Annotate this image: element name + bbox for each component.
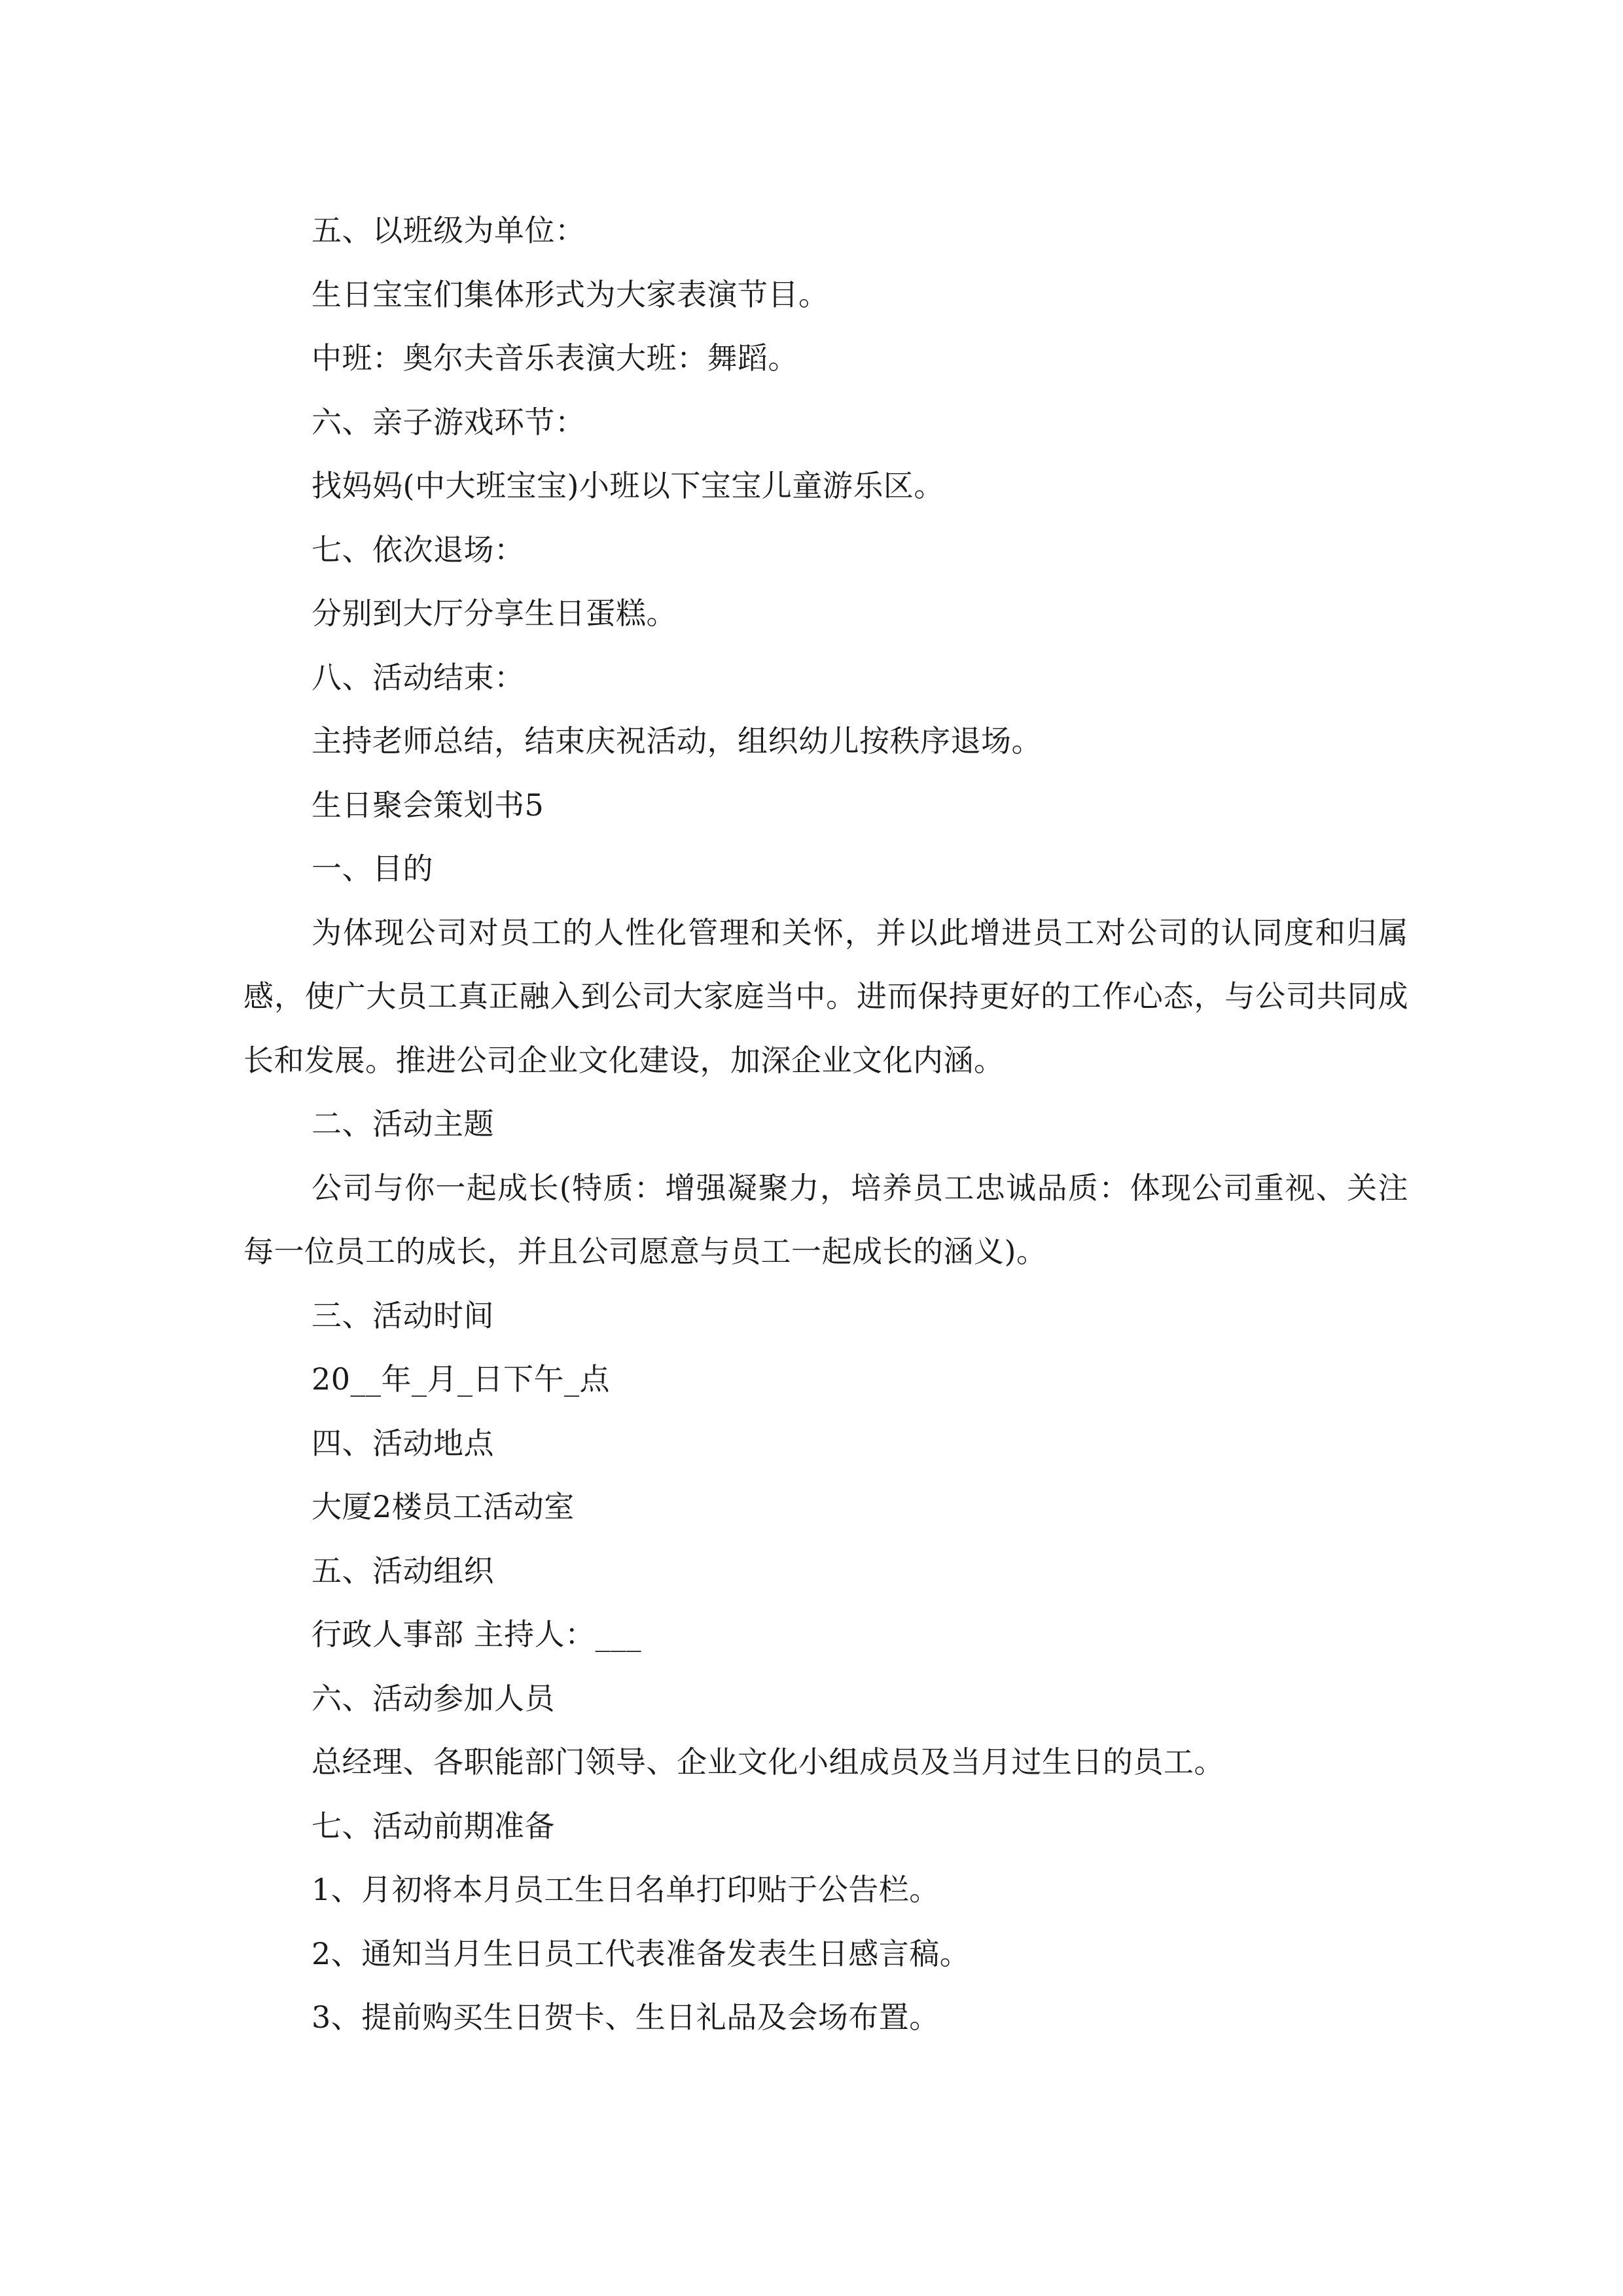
heading-activity-end: 八、活动结束： (312, 659, 525, 695)
paragraph-host-summary: 主持老师总结，结束庆祝活动，组织幼儿按秩序退场。 (312, 723, 1042, 759)
paragraph-find-mom: 找妈妈(中大班宝宝)小班以下宝宝儿童游乐区。 (312, 468, 944, 503)
heading-location: 四、活动地点 (312, 1425, 494, 1461)
list-item-prep-1: 1、月初将本月员工生日名单打印贴于公告栏。 (312, 1872, 940, 1907)
list-item-prep-2: 2、通知当月生日员工代表准备发表生日感言稿。 (312, 1935, 971, 1971)
heading-preparation: 七、活动前期准备 (312, 1808, 555, 1844)
paragraph-purpose: 为体现公司对员工的人性化管理和关怀，并以此增进员工对公司的认同度和归属感，使广大员工真正融入到公司大家庭当中。进而保持更好的工作心态，与公司共同成长和发展。推进公司企业文化建设，加深企业文化内涵。 (243, 914, 1408, 1078)
heading-time: 三、活动时间 (312, 1297, 494, 1333)
section-title-plan-5: 生日聚会策划书5 (312, 787, 544, 823)
paragraph-participants: 总经理、各职能部门领导、企业文化小组成员及当月过生日的员工。 (312, 1744, 1224, 1780)
heading-theme: 二、活动主题 (312, 1106, 494, 1141)
paragraph-share-cake: 分别到大厅分享生日蛋糕。 (312, 596, 677, 631)
paragraph-performance: 生日宝宝们集体形式为大家表演节目。 (312, 276, 829, 312)
heading-exit-in-order: 七、依次退场： (312, 531, 525, 567)
paragraph-organization: 行政人事部 主持人：___ (312, 1617, 642, 1652)
heading-organization: 五、活动组织 (312, 1552, 494, 1588)
paragraph-class-programs: 中班：奥尔夫音乐表演大班：舞蹈。 (312, 340, 798, 376)
heading-purpose: 一、目的 (312, 851, 433, 886)
heading-participants: 六、活动参加人员 (312, 1680, 555, 1716)
paragraph-location: 大厦2楼员工活动室 (312, 1489, 575, 1524)
paragraph-theme: 公司与你一起成长(特质：增强凝聚力，培养员工忠诚品质：体现公司重视、关注每一位员工的成长，并且公司愿意与员工一起成长的涵义)。 (243, 1170, 1408, 1269)
paragraph-time: 20__年_月_日下午_点 (312, 1361, 611, 1397)
list-item-prep-3: 3、提前购买生日贺卡、生日礼品及会场布置。 (312, 2000, 940, 2035)
document-body (243, 199, 1408, 2050)
heading-class-unit: 五、以班级为单位： (312, 213, 586, 248)
heading-parent-child-games: 六、亲子游戏环节： (312, 404, 586, 440)
